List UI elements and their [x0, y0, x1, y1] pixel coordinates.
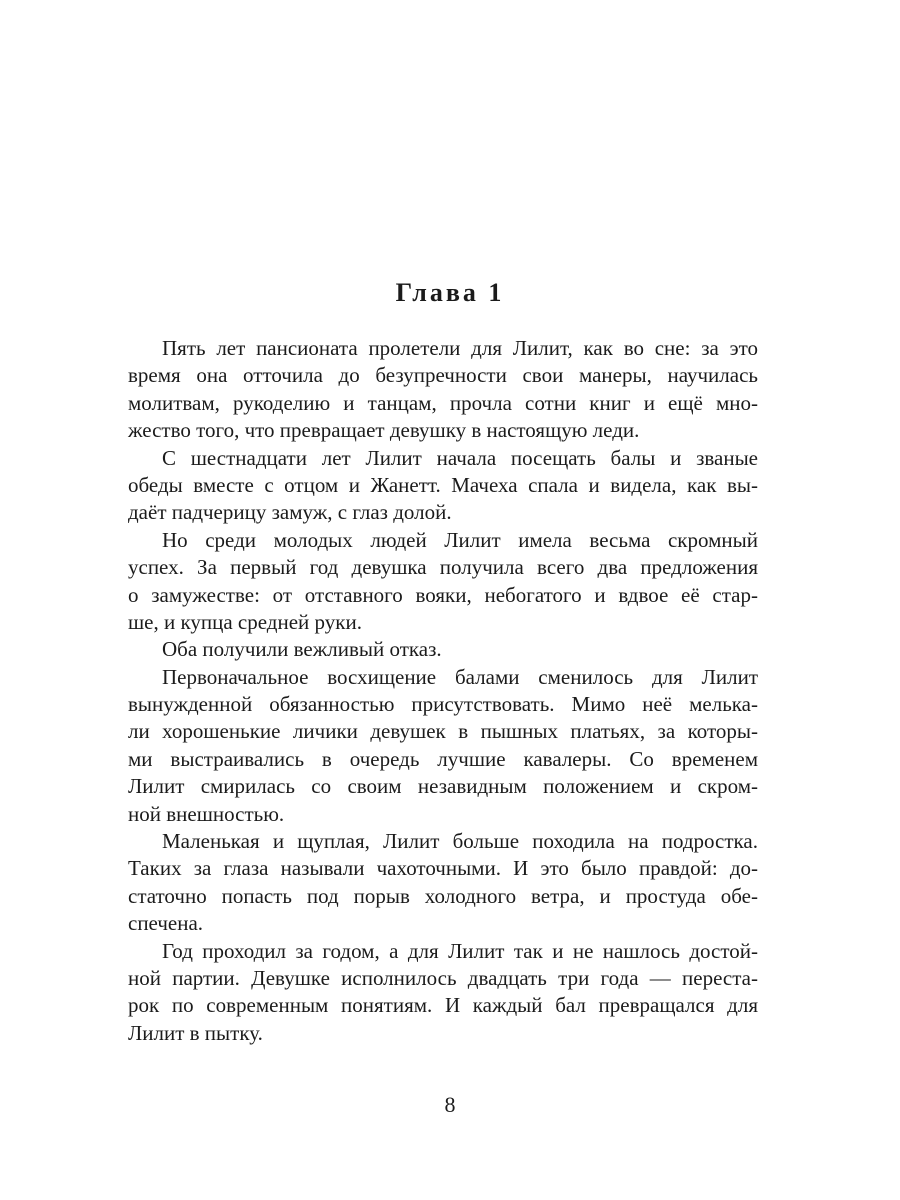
text-line: статочно попасть под порыв холодного ветра, и простуда обе-: [128, 883, 758, 908]
text-line: Первоначальное восхищение балами сменилось для Лилит: [162, 664, 758, 689]
text-line: Маленькая и щуплая, Лилит больше походила на подростка.: [162, 829, 758, 854]
text-line: даёт падчерицу замуж, с глаз долой.: [128, 500, 452, 525]
page-number: 8: [444, 1092, 456, 1117]
text-line: Оба получили вежливый отказ.: [162, 637, 442, 662]
text-line: вынужденной обязанностью присутствовать. Мимо неё мелька-: [128, 692, 758, 717]
text-line: время она отточила до безупречности свои манеры, научилась: [128, 363, 758, 388]
text-line: ной внешностью.: [128, 801, 285, 826]
text-line: С шестнадцати лет Лилит начала посещать балы и званые: [162, 445, 758, 470]
paragraph: [128, 636, 758, 663]
text-line: Таких за глаза называли чахоточными. И это было правдой: до-: [128, 856, 758, 881]
paragraph: [128, 527, 758, 637]
paragraph: [128, 938, 758, 1048]
text-line: молитвам, рукоделию и танцам, прочла сотни книг и ещё мно-: [128, 390, 758, 415]
text-line: Лилит смирилась со своим незавидным положением и скром-: [128, 774, 758, 799]
chapter-body: [128, 335, 758, 1047]
text-line: обеды вместе с отцом и Жанетт. Мачеха спала и видела, как вы-: [128, 472, 758, 497]
paragraph: [128, 828, 758, 938]
text-line: Пять лет пансионата пролетели для Лилит, как во сне: за это: [162, 336, 758, 360]
text-line: Лилит в пытку.: [128, 1020, 263, 1045]
text-line: Год проходил за годом, а для Лилит так и не нашлось достой-: [162, 938, 758, 963]
text-line: ми выстраивались в очередь лучшие кавалеры. Со временем: [128, 746, 758, 771]
text-line: ной партии. Девушке исполнилось двадцать три года — переста-: [128, 965, 758, 990]
text-line: о замужестве: от отставного вояки, небогатого и вдвое её стар-: [128, 582, 758, 607]
text-line: ли хорошенькие личики девушек в пышных платьях, за которы-: [128, 719, 758, 744]
text-line: жество того, что превращает девушку в настоящую леди.: [128, 418, 640, 443]
text-line: рок по современным понятиям. И каждый бал превращался для: [128, 993, 758, 1018]
text-line: Но среди молодых людей Лилит имела весьма скромный: [162, 527, 758, 552]
paragraph: [128, 664, 758, 828]
text-line: спечена.: [128, 911, 204, 936]
paragraph: [128, 335, 758, 445]
text-line: ше, и купца средней руки.: [128, 609, 362, 634]
paragraph: [128, 445, 758, 527]
chapter-title: Глава 1: [395, 278, 505, 307]
text-line: успех. За первый год девушка получила всего два предложения: [128, 555, 758, 580]
